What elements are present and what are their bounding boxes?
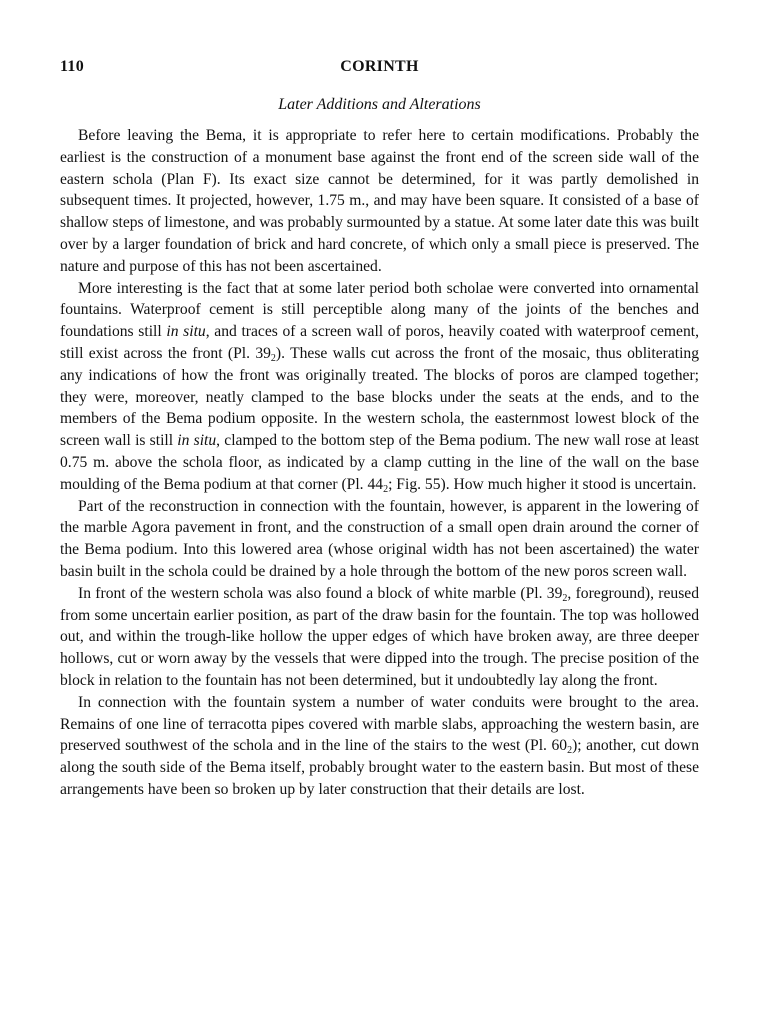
text-run: In connection with the fountain system a number of water conduits were brought to the area. Remains of one line of terracotta pipes covered with marble slabs, approaching the western basin, are preserved southwest of the schola and in the line of the stairs to the west (Pl. 60 — [60, 693, 699, 755]
text-run: More interesting is the fact that at some later period both scholae were converted into ornamental fountains. Waterproof cement is still perceptible along many of the joints of the benches and foundations still — [60, 279, 699, 341]
section-heading: Later Additions and Alterations — [278, 96, 481, 113]
text-run: ; Fig. 55). How much higher it stood is uncertain. — [388, 475, 697, 493]
running-head — [60, 58, 699, 80]
page-number: 110 — [60, 58, 85, 75]
book-page — [60, 58, 699, 801]
plate-subscript: 2 — [562, 592, 568, 604]
paragraph-3 — [60, 496, 699, 583]
text-run: Before leaving the Bema, it is appropriate to refer here to certain modifications. Probably the earliest is the construction of a monument base against the front end of the screen side wall of the eastern schola (Plan F). Its exact size cannot be determined, for it was partly demolished in subsequent times. It projected, however, 1.75 m., and may have been square. It consisted of a base of shallow steps of limestone, and was probably surmounted by a statue. At some later date this was built over by a larger foundation of brick and hard concrete, of which only a small piece is preserved. The nature and purpose of this has not been ascertained. — [60, 127, 699, 275]
plate-subscript: 2 — [567, 745, 573, 757]
text-run: ); another, cut down along the south side of the Bema itself, probably brought water to the eastern basin. But most of these arrangements have been so broken up by later construction that their details are lost. — [60, 737, 699, 798]
plate-subscript: 2 — [270, 352, 276, 364]
paragraph-4 — [60, 583, 699, 692]
running-title: CORINTH — [340, 58, 419, 75]
text-run: , and traces of a screen wall of poros, heavily coated with waterproof cement, still exist across the front (Pl. 39 — [60, 323, 699, 362]
text-run: In front of the western schola was also found a block of white marble (Pl. 39 — [78, 584, 563, 602]
text-run: ). These walls cut across the front of the mosaic, thus obliterating any indications of how the front was originally treated. The blocks of poros are clamped together; they were, moreover, neatly clamped to the base blocks under the seats at the ends, and to the members of the Bema podium opposite. In the western schola, the easternmost lowest block of the screen wall is still — [60, 344, 699, 450]
paragraph-5 — [60, 692, 699, 801]
paragraph-1 — [60, 125, 699, 278]
paragraph-2 — [60, 278, 699, 496]
text-run: , clamped to the bottom step of the Bema podium. The new wall rose at least 0.75 m. above the schola floor, as indicated by a clamp cutting in the line of the wall on the base moulding of the Bema podium at that corner (Pl. 44 — [60, 432, 700, 493]
italic-term: in situ — [177, 432, 217, 450]
plate-subscript: 2 — [383, 483, 389, 495]
body-text — [60, 125, 699, 801]
text-run: Part of the reconstruction in connection with the fountain, however, is apparent in the lowering of the marble Agora pavement in front, and the construction of a small open drain around the corner of the Bema podium. Into this lowered area (whose original width has not been ascertained) the water basin built in the schola could be drained by a hole through the bottom of the new poros screen wall. — [60, 497, 699, 580]
italic-term: in situ — [166, 323, 206, 341]
text-run: , foreground), reused from some uncertain earlier position, as part of the draw basin for the fountain. The top was hollowed out, and within the trough-like hollow the upper edges of which have broken away, are three deeper hollows, cut or worn away by the vessels that were dipped into the trough. The precise position of the block in relation to the fountain has not been determined, but it undoubtedly lay along the front. — [60, 584, 699, 689]
